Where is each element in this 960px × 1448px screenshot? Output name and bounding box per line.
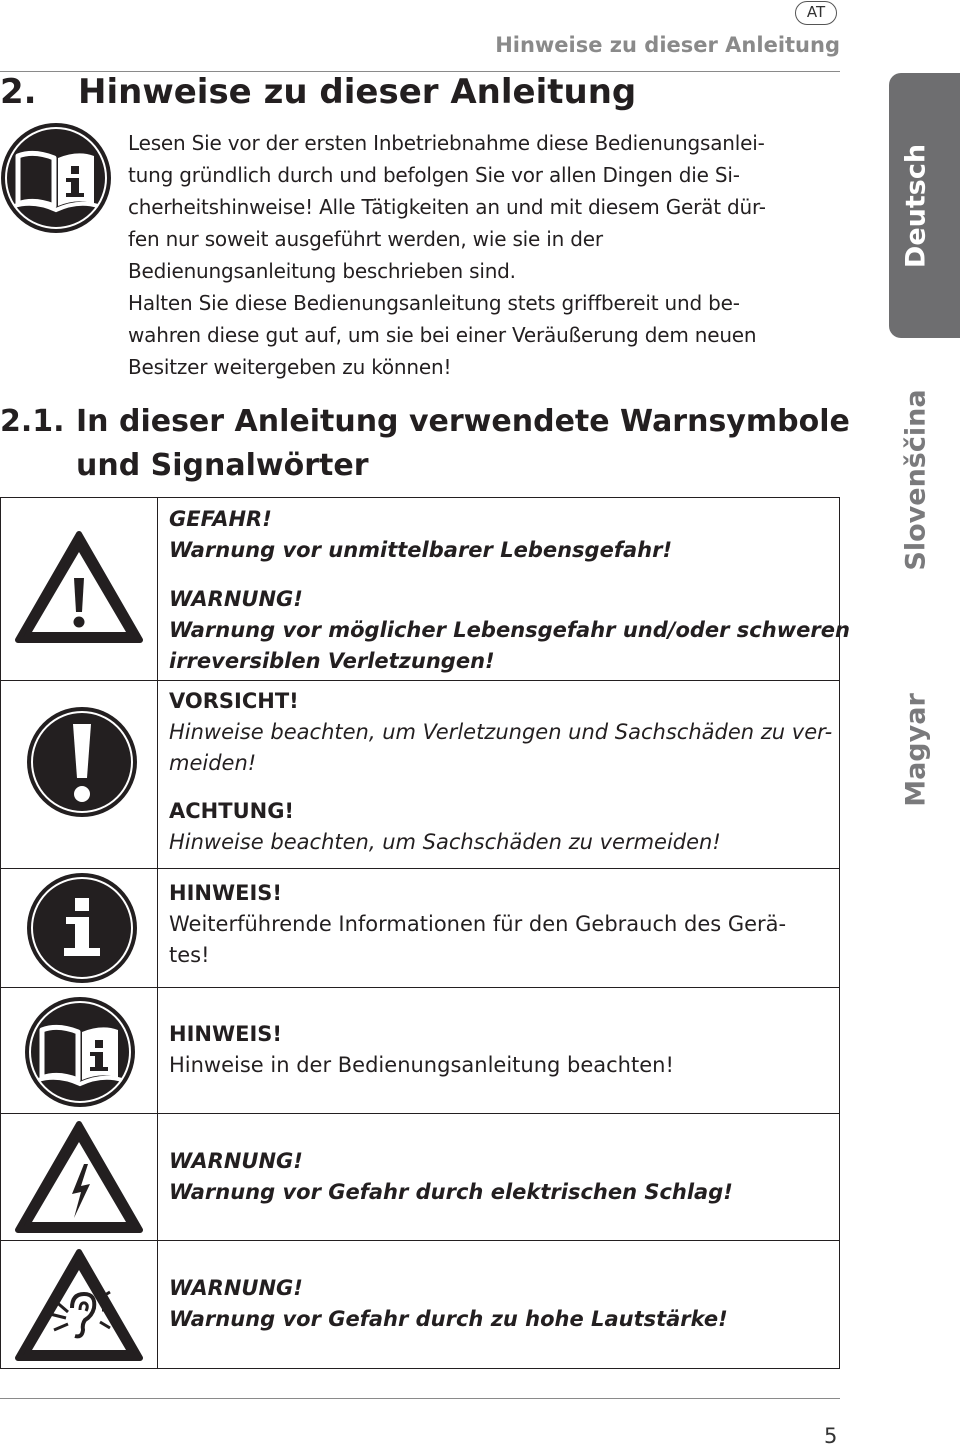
warning-entry-danger xyxy=(169,504,829,566)
note-text: Hinweise in der Bedienungsanleitung beachten! xyxy=(169,1053,674,1077)
electric-shock-triangle-icon xyxy=(14,1120,144,1235)
manual-info-icon xyxy=(0,122,112,234)
intro-line: fen nur soweit ausgeführt werden, wie sie in der xyxy=(128,227,603,251)
exclamation-circle-icon xyxy=(26,706,138,818)
table-row-divider xyxy=(0,987,840,988)
warning-text: meiden! xyxy=(169,751,257,775)
info-circle-icon xyxy=(26,872,138,984)
footer-rule xyxy=(0,1398,840,1399)
warning-text: irreversiblen Verletzungen! xyxy=(169,649,495,673)
note-text: tes! xyxy=(169,943,210,967)
note-entry-info xyxy=(169,878,829,971)
intro-line: wahren diese gut auf, um sie bei einer Veräußerung dem neuen xyxy=(128,323,757,347)
intro-line: Lesen Sie vor der ersten Inbetriebnahme diese Bedienungsanlei- xyxy=(128,131,765,155)
signal-word: GEFAHR! xyxy=(169,507,272,531)
intro-line: Bedienungsanleitung beschrieben sind. xyxy=(128,259,516,283)
warning-entry-warning xyxy=(169,584,850,677)
intro-line: tung gründlich durch und befolgen Sie vor allen Dingen die Si- xyxy=(128,163,740,187)
note-entry-manual xyxy=(169,1019,829,1081)
page-number: 5 xyxy=(824,1424,838,1448)
language-tab-slovenscina[interactable]: Slovenščina xyxy=(900,389,932,571)
running-head: Hinweise zu dieser Anleitung xyxy=(495,33,840,57)
warning-text: Warnung vor Gefahr durch zu hohe Lautstärke! xyxy=(169,1307,728,1331)
warning-text: Hinweise beachten, um Sachschäden zu vermeiden! xyxy=(169,830,721,854)
signal-word: WARNUNG! xyxy=(169,1276,303,1300)
intro-line: cherheitshinweise! Alle Tätigkeiten an und mit diesem Gerät dür- xyxy=(128,195,766,219)
subsection-title-line1: In dieser Anleitung verwendete Warnsymbole xyxy=(76,404,850,439)
subsection-title-line2: und Signalwörter xyxy=(76,448,369,483)
table-row-divider xyxy=(0,1113,840,1114)
section-number: 2. xyxy=(0,72,37,112)
intro-paragraph xyxy=(128,127,828,383)
warning-entry-electric xyxy=(169,1146,829,1208)
subsection-heading xyxy=(0,400,850,488)
subsection-number: 2.1. xyxy=(0,404,65,439)
warning-text: Hinweise beachten, um Verletzungen und Sachschäden zu ver- xyxy=(169,720,833,744)
warning-text: Warnung vor unmittelbarer Lebensgefahr! xyxy=(169,538,673,562)
warning-entry-attention xyxy=(169,796,829,858)
loud-volume-triangle-icon xyxy=(14,1248,144,1363)
table-row-divider xyxy=(0,868,840,869)
table-row-divider xyxy=(0,1240,840,1241)
signal-word: HINWEIS! xyxy=(169,881,282,905)
intro-line: Besitzer weitergeben zu können! xyxy=(128,355,452,379)
warning-entry-volume xyxy=(169,1273,829,1335)
signal-word: WARNUNG! xyxy=(169,1149,303,1173)
section-title: Hinweise zu dieser Anleitung xyxy=(78,72,637,112)
warning-text: Warnung vor Gefahr durch elektrischen Schlag! xyxy=(169,1180,733,1204)
warning-triangle-icon xyxy=(14,530,144,645)
table-row-divider xyxy=(0,680,840,681)
country-badge: AT xyxy=(795,1,837,25)
signal-word: HINWEIS! xyxy=(169,1022,282,1046)
signal-word: VORSICHT! xyxy=(169,689,299,713)
warning-entry-caution xyxy=(169,686,833,779)
language-tab-label-deutsch[interactable]: Deutsch xyxy=(900,143,932,269)
language-tab-magyar[interactable]: Magyar xyxy=(900,693,932,807)
signal-word: WARNUNG! xyxy=(169,587,303,611)
manual-info-icon xyxy=(24,996,136,1108)
section-heading xyxy=(0,72,636,112)
intro-line: Halten Sie diese Bedienungsanleitung stets griffbereit und be- xyxy=(128,291,740,315)
signal-word: ACHTUNG! xyxy=(169,799,295,823)
table-column-divider xyxy=(157,497,158,1369)
warning-text: Warnung vor möglicher Lebensgefahr und/oder schweren xyxy=(169,618,850,642)
note-text: Weiterführende Informationen für den Gebrauch des Gerä- xyxy=(169,912,787,936)
